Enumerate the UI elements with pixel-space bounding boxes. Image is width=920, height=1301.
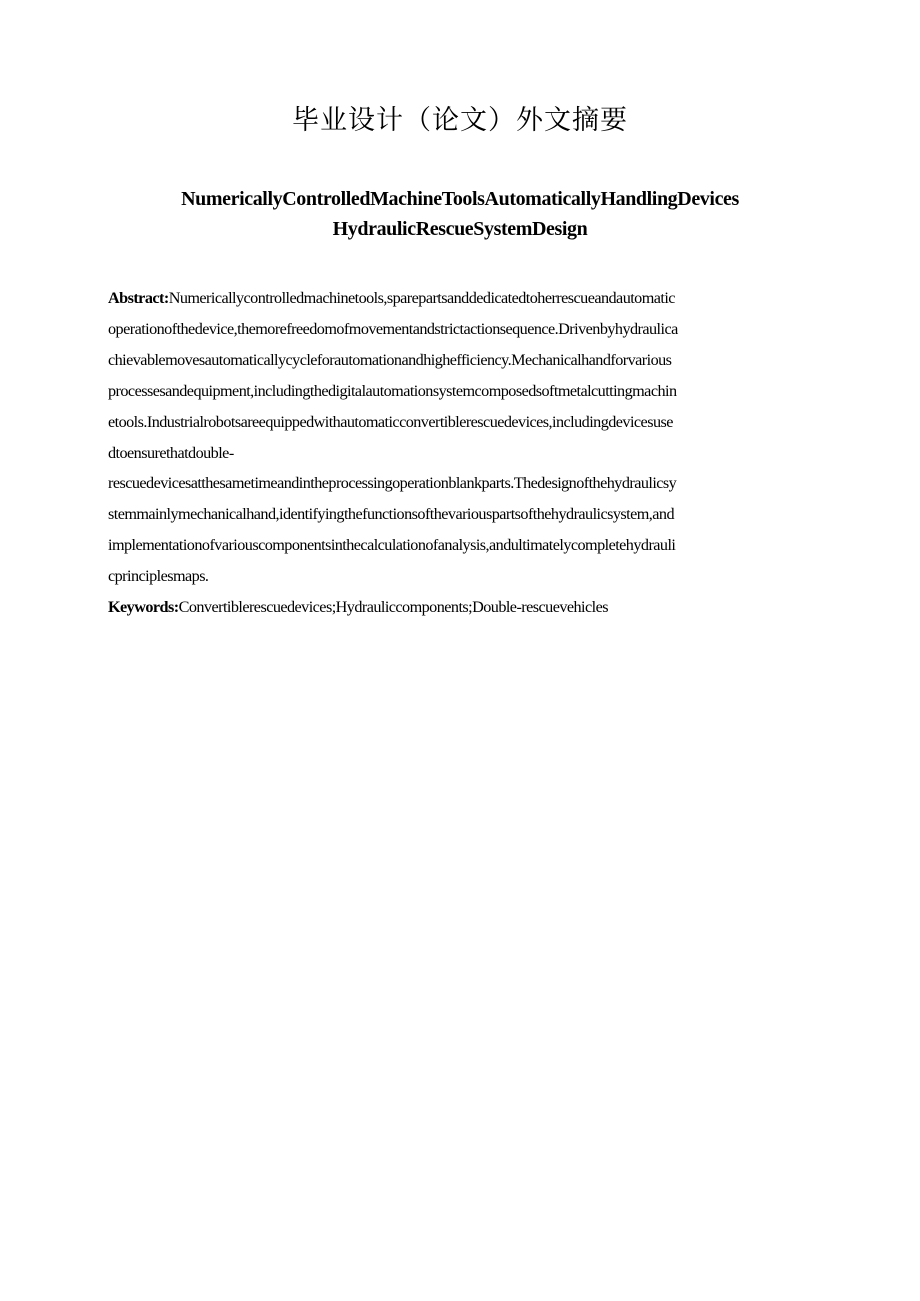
keywords-label: Keywords: (108, 598, 179, 617)
abstract-section (108, 283, 818, 623)
abstract-line: dtoensurethatdouble- (108, 443, 234, 462)
english-title-line-1: NumericallyControlledMachineToolsAutomaticallyHandlingDevices (181, 188, 739, 210)
english-title-line-2: HydraulicRescueSystemDesign (332, 218, 588, 240)
abstract-line: cprinciplesmaps. (108, 567, 209, 586)
keywords-line (108, 592, 818, 623)
page-heading: 毕业设计（论文）外文摘要 (292, 105, 628, 136)
abstract-line: rescuedevicesatthesametimeandintheprocessingoperationblankparts.Thedesignofthehydraulicsy (108, 474, 677, 493)
abstract-line: etools.Industrialrobotsareequippedwithautomaticconvertiblerescuedevices,includingdevicesuse (108, 412, 673, 431)
abstract-line: operationofthedevice,themorefreedomofmovementandstrictactionsequence.Drivenbyhydraulica (108, 319, 678, 338)
keywords-text: Convertiblerescuedevices;Hydrauliccomponents;Double-rescuevehicles (178, 598, 608, 617)
abstract-line (108, 283, 818, 314)
abstract-line: stemmainlymechanicalhand,identifyingthefunctionsofthevariouspartsofthehydraulicsystem,and (108, 505, 675, 524)
abstract-label: Abstract: (108, 289, 169, 307)
abstract-line: chievablemovesautomaticallycycleforautomationandhighefficiency.Mechanicalhandforvarious (108, 350, 672, 369)
english-title (60, 184, 860, 244)
abstract-line: processesandequipment,includingthedigitalautomationsystemcomposedsoftmetalcuttingmachin (108, 381, 677, 400)
abstract-line: implementationofvariouscomponentsinthecalculationofanalysis,andultimatelycompletehydrauli (108, 536, 676, 555)
abstract-text-line-1: Numericallycontrolledmachinetools,sparepartsanddedicatedtoherrescueandautomatic (168, 289, 675, 307)
